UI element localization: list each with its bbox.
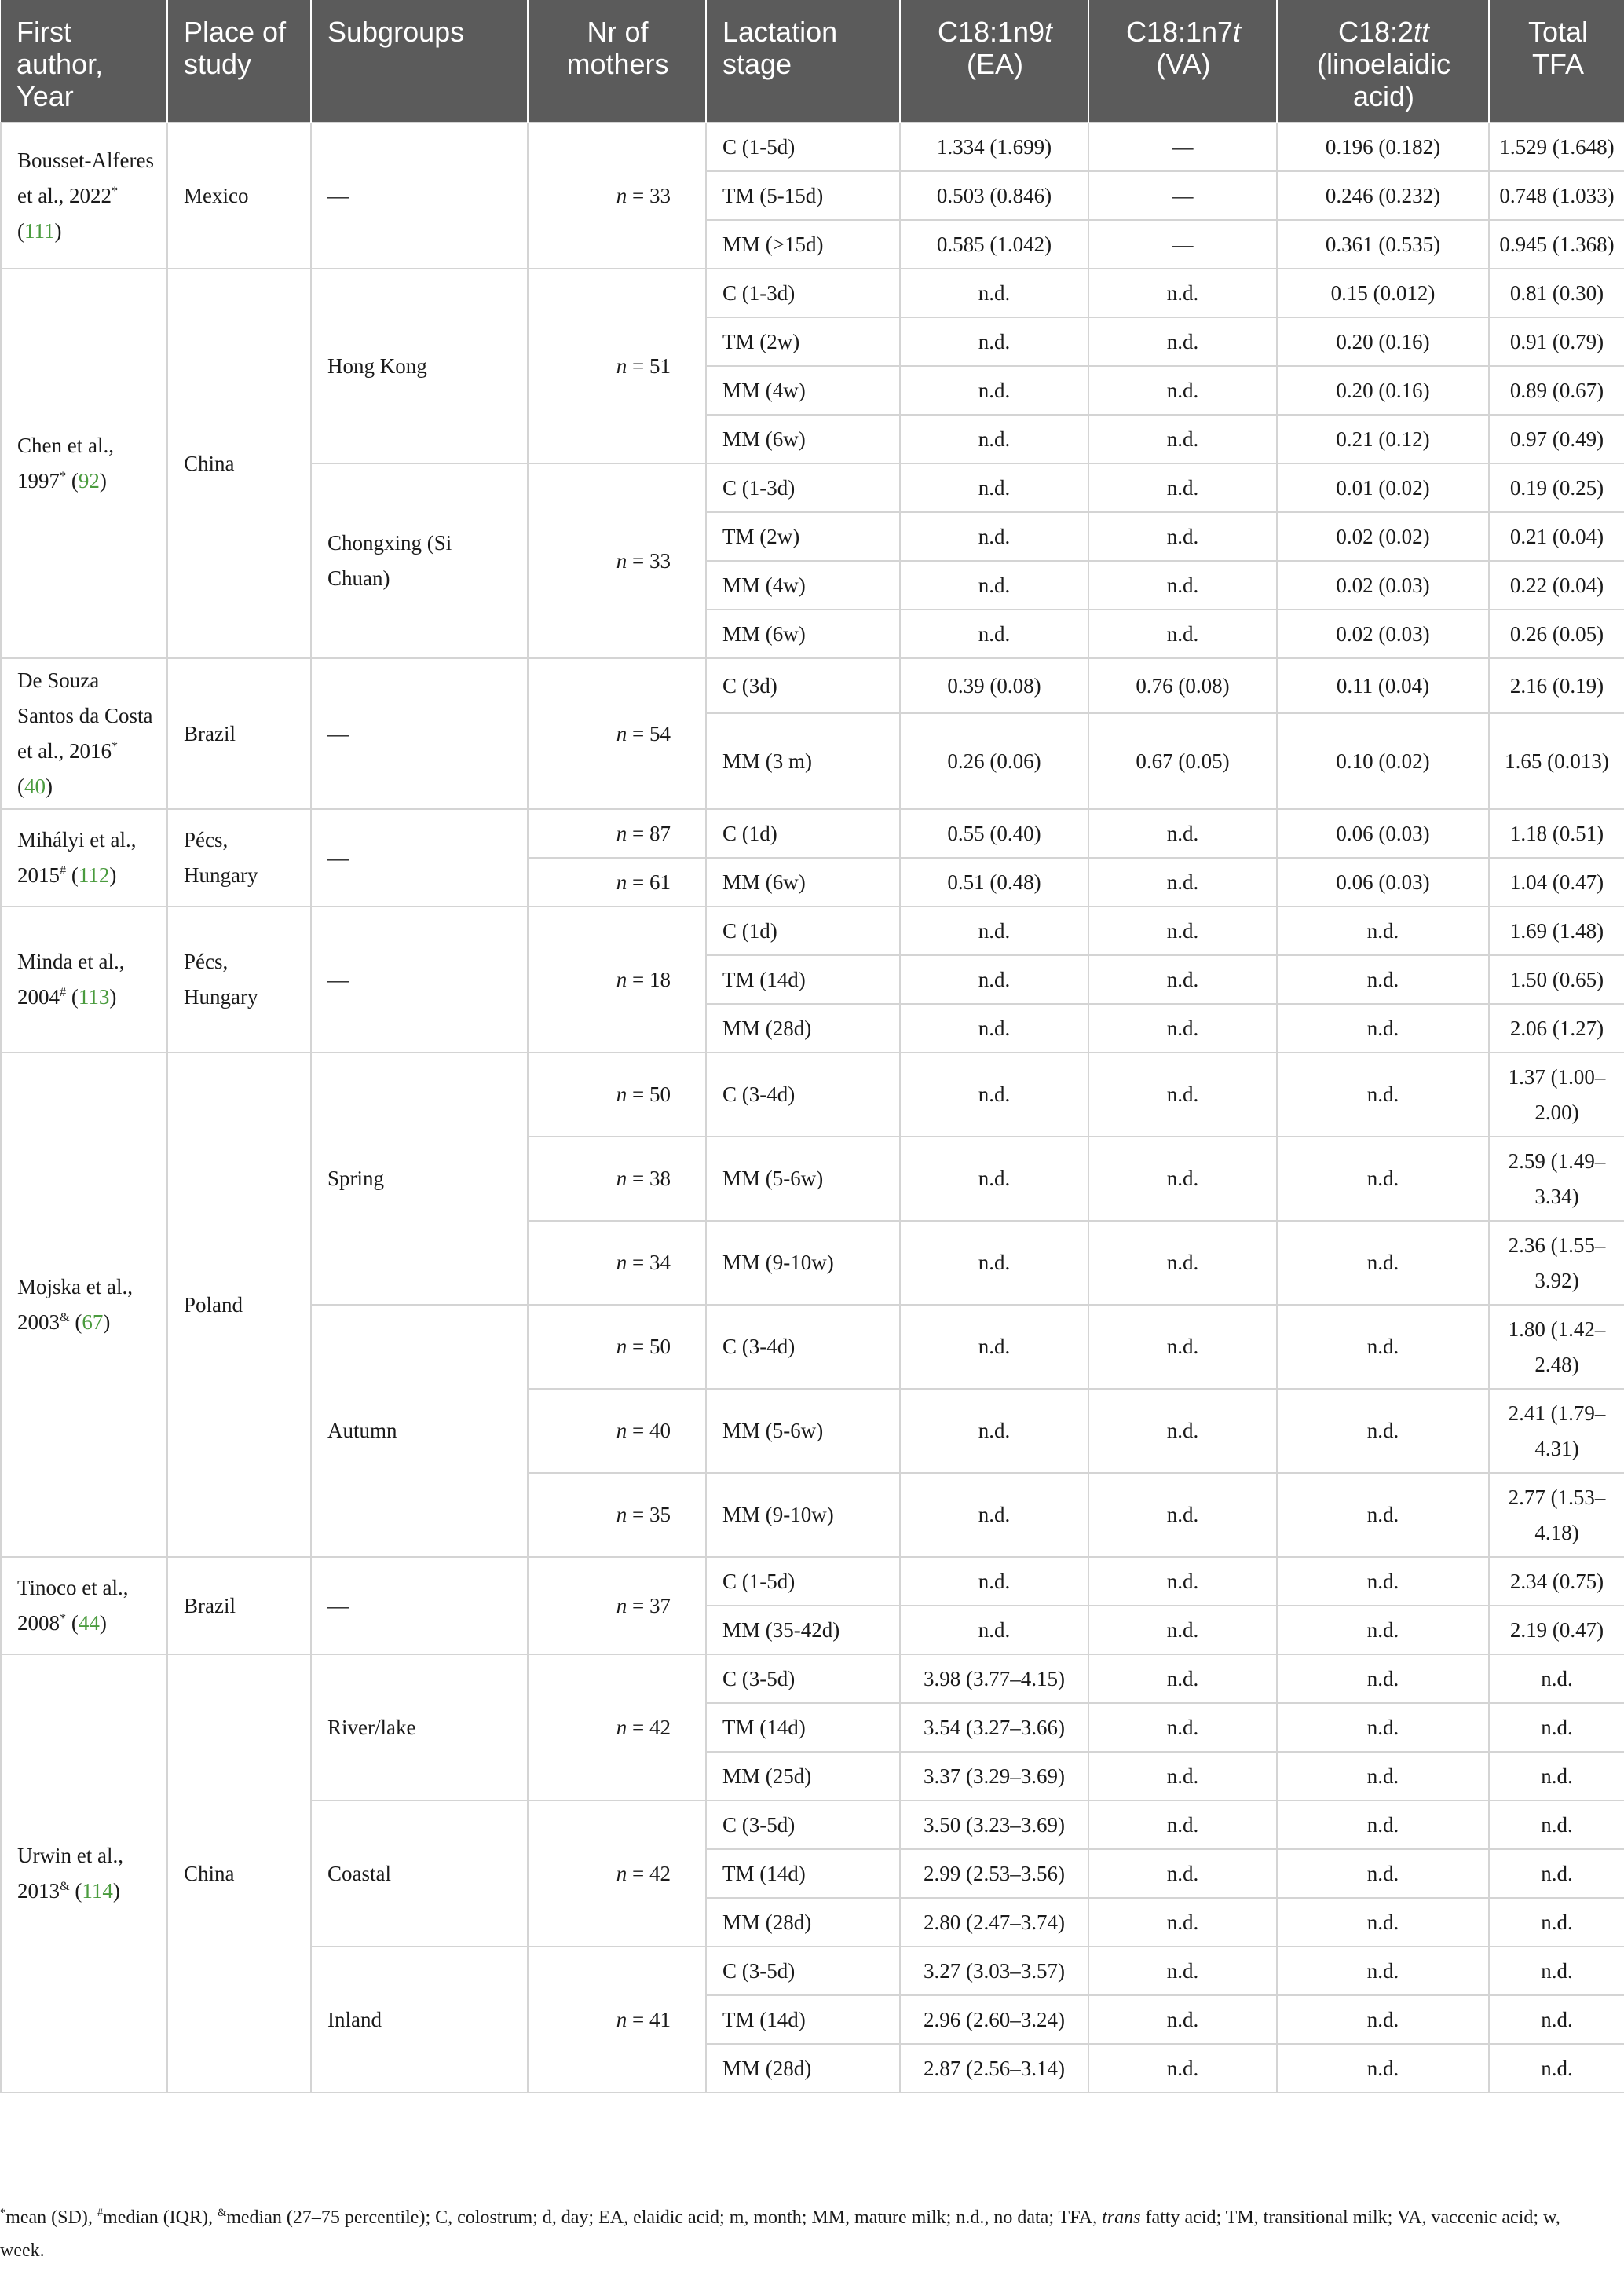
total-tfa-cell: 1.80 (1.42–2.48) — [1489, 1305, 1624, 1389]
ea-cell: n.d. — [900, 1004, 1088, 1053]
linoelaidic-cell: n.d. — [1277, 1137, 1489, 1221]
linoelaidic-cell: 0.21 (0.12) — [1277, 415, 1489, 463]
subgroup-cell: — — [311, 123, 528, 269]
va-cell: — — [1088, 171, 1277, 220]
place-cell: China — [167, 1654, 311, 2093]
va-cell: n.d. — [1088, 366, 1277, 415]
n-symbol: n — [616, 353, 627, 378]
table-row — [1, 1053, 1624, 1137]
ea-cell: n.d. — [900, 1053, 1088, 1137]
lactation-stage-cell: C (1-5d) — [706, 123, 900, 171]
author-cell: Mojska et al., 2003& (67) — [1, 1053, 167, 1557]
lactation-stage-cell: C (1-3d) — [706, 463, 900, 512]
n-symbol: n — [616, 548, 627, 573]
header-ea: C18:1n9t (EA) — [900, 0, 1088, 123]
lactation-stage-cell: C (1d) — [706, 809, 900, 858]
author-cell: Mihályi et al., 2015# (112) — [1, 809, 167, 907]
nr-mothers-cell: n = 18 — [528, 907, 706, 1053]
linoelaidic-cell: n.d. — [1277, 1752, 1489, 1800]
n-symbol: n — [616, 1715, 627, 1739]
linoelaidic-cell: n.d. — [1277, 2044, 1489, 2093]
place-cell: Brazil — [167, 658, 311, 809]
table-row — [1, 658, 1624, 713]
table-header — [1, 0, 1624, 123]
ea-cell: n.d. — [900, 1557, 1088, 1606]
table-row — [1, 1654, 1624, 1703]
total-tfa-cell: n.d. — [1489, 1654, 1624, 1703]
header-total-tfa: Total TFA — [1489, 0, 1624, 123]
lactation-stage-cell: MM (35-42d) — [706, 1606, 900, 1654]
total-tfa-cell: 1.18 (0.51) — [1489, 809, 1624, 858]
ea-cell: 2.80 (2.47–3.74) — [900, 1898, 1088, 1947]
subgroup-cell: Spring — [311, 1053, 528, 1305]
total-tfa-cell: 2.34 (0.75) — [1489, 1557, 1624, 1606]
linoelaidic-cell: n.d. — [1277, 955, 1489, 1004]
table-body — [1, 123, 1624, 2093]
total-tfa-cell: 0.748 (1.033) — [1489, 171, 1624, 220]
linoelaidic-cell: 0.20 (0.16) — [1277, 366, 1489, 415]
n-symbol: n — [616, 1335, 627, 1358]
n-symbol: n — [616, 183, 627, 207]
linoelaidic-cell: n.d. — [1277, 1995, 1489, 2044]
stat-marker: & — [60, 1310, 70, 1324]
subgroup-cell: Inland — [311, 1947, 528, 2093]
lactation-stage-cell: TM (14d) — [706, 955, 900, 1004]
va-cell: n.d. — [1088, 610, 1277, 658]
lactation-stage-cell: C (3-4d) — [706, 1053, 900, 1137]
va-cell: n.d. — [1088, 463, 1277, 512]
header-author: First author, Year — [1, 0, 167, 123]
ea-cell: 3.37 (3.29–3.69) — [900, 1752, 1088, 1800]
va-cell: n.d. — [1088, 1305, 1277, 1389]
linoelaidic-cell: 0.20 (0.16) — [1277, 317, 1489, 366]
lactation-stage-cell: MM (28d) — [706, 2044, 900, 2093]
va-cell: n.d. — [1088, 1137, 1277, 1221]
ea-cell: 3.54 (3.27–3.66) — [900, 1703, 1088, 1752]
table-row — [1, 123, 1624, 171]
header-lactation-stage: Lactation stage — [706, 0, 900, 123]
nr-mothers-cell: n = 50 — [528, 1053, 706, 1137]
subgroup-cell: — — [311, 809, 528, 907]
ea-cell: 3.27 (3.03–3.57) — [900, 1947, 1088, 1995]
author-cell: Tinoco et al., 2008* (44) — [1, 1557, 167, 1654]
linoelaidic-cell: 0.196 (0.182) — [1277, 123, 1489, 171]
trans-suffix: t — [1233, 16, 1242, 48]
lactation-stage-cell: TM (2w) — [706, 512, 900, 561]
table-footnote: *mean (SD), #median (IQR), &median (27–75 percentile); C, colostrum; d, day; EA, elaidic acid; m, month; MM, mature milk; n.d., no data; TFA, trans fatty acid; TM, transitional milk; VA, vaccenic acid; w, week. — [0, 2207, 1560, 2261]
stat-marker: * — [111, 183, 119, 198]
author-cell: Bousset-Alferes et al., 2022* (111) — [1, 123, 167, 269]
ea-cell: 0.503 (0.846) — [900, 171, 1088, 220]
va-cell: n.d. — [1088, 1752, 1277, 1800]
linoelaidic-cell: 0.02 (0.03) — [1277, 610, 1489, 658]
linoelaidic-cell: n.d. — [1277, 1004, 1489, 1053]
reference-link: 67 — [82, 1310, 104, 1334]
lactation-stage-cell: C (3-5d) — [706, 1800, 900, 1849]
reference-link: 92 — [78, 469, 100, 493]
lactation-stage-cell: C (3-5d) — [706, 1947, 900, 1995]
nr-mothers-cell: n = 35 — [528, 1473, 706, 1557]
ea-cell: 1.334 (1.699) — [900, 123, 1088, 171]
ea-cell: n.d. — [900, 1137, 1088, 1221]
va-cell: — — [1088, 123, 1277, 171]
n-symbol: n — [616, 1167, 627, 1190]
nr-mothers-cell: n = 37 — [528, 1557, 706, 1654]
subgroup-cell: — — [311, 1557, 528, 1654]
va-cell: n.d. — [1088, 1800, 1277, 1849]
total-tfa-cell: 2.36 (1.55–3.92) — [1489, 1221, 1624, 1305]
table-row — [1, 1557, 1624, 1606]
lactation-stage-cell: MM (28d) — [706, 1004, 900, 1053]
linoelaidic-cell: n.d. — [1277, 1389, 1489, 1473]
stat-marker: # — [60, 985, 67, 999]
total-tfa-cell: 2.59 (1.49–3.34) — [1489, 1137, 1624, 1221]
total-tfa-cell: 1.65 (0.013) — [1489, 713, 1624, 809]
lactation-stage-cell: TM (14d) — [706, 1849, 900, 1898]
va-cell: n.d. — [1088, 1473, 1277, 1557]
total-tfa-cell: 2.41 (1.79–4.31) — [1489, 1389, 1624, 1473]
place-cell: Brazil — [167, 1557, 311, 1654]
table-row — [1, 809, 1624, 858]
total-tfa-cell: 0.22 (0.04) — [1489, 561, 1624, 610]
lactation-stage-cell: C (1-5d) — [706, 1557, 900, 1606]
lactation-stage-cell: C (3-5d) — [706, 1654, 900, 1703]
ea-cell: 0.39 (0.08) — [900, 658, 1088, 713]
total-tfa-cell: 1.529 (1.648) — [1489, 123, 1624, 171]
place-cell: China — [167, 269, 311, 658]
va-cell: n.d. — [1088, 955, 1277, 1004]
n-symbol: n — [616, 821, 627, 845]
table-row — [1, 907, 1624, 955]
total-tfa-cell: 2.06 (1.27) — [1489, 1004, 1624, 1053]
va-cell: n.d. — [1088, 1947, 1277, 1995]
nr-mothers-cell: n = 33 — [528, 463, 706, 658]
linoelaidic-cell: n.d. — [1277, 907, 1489, 955]
va-cell: n.d. — [1088, 1654, 1277, 1703]
ea-cell: n.d. — [900, 610, 1088, 658]
header-row — [1, 0, 1624, 123]
place-cell: Pécs, Hungary — [167, 907, 311, 1053]
nr-mothers-cell: n = 41 — [528, 1947, 706, 2093]
va-cell: n.d. — [1088, 1898, 1277, 1947]
subgroup-cell: — — [311, 658, 528, 809]
total-tfa-cell: 0.19 (0.25) — [1489, 463, 1624, 512]
ea-cell: n.d. — [900, 415, 1088, 463]
va-cell: n.d. — [1088, 1221, 1277, 1305]
ea-cell: n.d. — [900, 463, 1088, 512]
linoelaidic-cell: 0.01 (0.02) — [1277, 463, 1489, 512]
n-symbol: n — [616, 1861, 627, 1885]
n-symbol: n — [616, 967, 627, 991]
header-nr-mothers: Nr of mothers — [528, 0, 706, 123]
ea-cell: 3.98 (3.77–4.15) — [900, 1654, 1088, 1703]
total-tfa-cell: 0.945 (1.368) — [1489, 220, 1624, 269]
reference-link: 111 — [24, 218, 55, 243]
lactation-stage-cell: C (3-4d) — [706, 1305, 900, 1389]
va-cell: n.d. — [1088, 317, 1277, 366]
va-cell: 0.67 (0.05) — [1088, 713, 1277, 809]
ea-cell: 2.96 (2.60–3.24) — [900, 1995, 1088, 2044]
va-cell: n.d. — [1088, 1995, 1277, 2044]
va-cell: n.d. — [1088, 1703, 1277, 1752]
total-tfa-cell: n.d. — [1489, 1800, 1624, 1849]
ea-cell: 2.99 (2.53–3.56) — [900, 1849, 1088, 1898]
lactation-stage-cell: MM (4w) — [706, 561, 900, 610]
va-cell: n.d. — [1088, 415, 1277, 463]
reference-link: 113 — [78, 985, 110, 1009]
va-cell: n.d. — [1088, 1389, 1277, 1473]
nr-mothers-cell: n = 61 — [528, 858, 706, 907]
lactation-stage-cell: MM (5-6w) — [706, 1389, 900, 1473]
linoelaidic-cell: 0.10 (0.02) — [1277, 713, 1489, 809]
linoelaidic-cell: n.d. — [1277, 1053, 1489, 1137]
va-cell: n.d. — [1088, 1557, 1277, 1606]
subgroup-cell: Coastal — [311, 1800, 528, 1947]
ea-cell: n.d. — [900, 1221, 1088, 1305]
stat-marker: & — [60, 1879, 70, 1893]
linoelaidic-cell: n.d. — [1277, 1557, 1489, 1606]
nr-mothers-cell: n = 42 — [528, 1800, 706, 1947]
reference-link: 114 — [82, 1879, 113, 1903]
stat-marker: * — [0, 2207, 6, 2219]
va-cell: n.d. — [1088, 809, 1277, 858]
lactation-stage-cell: C (3d) — [706, 658, 900, 713]
linoelaidic-cell: n.d. — [1277, 1606, 1489, 1654]
ea-cell: n.d. — [900, 1606, 1088, 1654]
trans-suffix: t — [1044, 16, 1053, 48]
total-tfa-cell: 0.91 (0.79) — [1489, 317, 1624, 366]
linoelaidic-cell: n.d. — [1277, 1947, 1489, 1995]
author-cell: De Souza Santos da Costa et al., 2016* (40) — [1, 658, 167, 809]
nr-mothers-cell: n = 87 — [528, 809, 706, 858]
reference-link: 112 — [78, 863, 110, 887]
total-tfa-cell: n.d. — [1489, 1947, 1624, 1995]
total-tfa-cell: n.d. — [1489, 1849, 1624, 1898]
stat-marker: # — [97, 2207, 104, 2219]
author-cell: Urwin et al., 2013& (114) — [1, 1654, 167, 2093]
va-cell: — — [1088, 220, 1277, 269]
ea-cell: 0.51 (0.48) — [900, 858, 1088, 907]
linoelaidic-cell: n.d. — [1277, 1473, 1489, 1557]
nr-mothers-cell: n = 50 — [528, 1305, 706, 1389]
linoelaidic-cell: n.d. — [1277, 1221, 1489, 1305]
linoelaidic-cell: n.d. — [1277, 1800, 1489, 1849]
total-tfa-cell: 0.97 (0.49) — [1489, 415, 1624, 463]
linoelaidic-cell: 0.02 (0.02) — [1277, 512, 1489, 561]
linoelaidic-cell: 0.15 (0.012) — [1277, 269, 1489, 317]
ea-cell: 3.50 (3.23–3.69) — [900, 1800, 1088, 1849]
va-cell: n.d. — [1088, 561, 1277, 610]
total-tfa-cell: n.d. — [1489, 2044, 1624, 2093]
va-cell: n.d. — [1088, 2044, 1277, 2093]
header-subgroups: Subgroups — [311, 0, 528, 123]
va-cell: n.d. — [1088, 907, 1277, 955]
linoelaidic-cell: 0.02 (0.03) — [1277, 561, 1489, 610]
place-cell: Poland — [167, 1053, 311, 1557]
ea-cell: 2.87 (2.56–3.14) — [900, 2044, 1088, 2093]
n-symbol: n — [616, 1251, 627, 1274]
nr-mothers-cell: n = 40 — [528, 1389, 706, 1473]
table-row — [1, 269, 1624, 317]
va-cell: n.d. — [1088, 269, 1277, 317]
linoelaidic-cell: n.d. — [1277, 1305, 1489, 1389]
ea-cell: n.d. — [900, 1305, 1088, 1389]
author-cell: Minda et al., 2004# (113) — [1, 907, 167, 1053]
nr-mothers-cell: n = 42 — [528, 1654, 706, 1800]
total-tfa-cell: 0.21 (0.04) — [1489, 512, 1624, 561]
subgroup-cell: River/lake — [311, 1654, 528, 1800]
ea-cell: 0.585 (1.042) — [900, 220, 1088, 269]
linoelaidic-cell: n.d. — [1277, 1703, 1489, 1752]
linoelaidic-cell: n.d. — [1277, 1654, 1489, 1703]
nr-mothers-cell: n = 34 — [528, 1221, 706, 1305]
va-cell: n.d. — [1088, 1053, 1277, 1137]
reference-link: 40 — [24, 775, 46, 798]
lactation-stage-cell: MM (9-10w) — [706, 1473, 900, 1557]
linoelaidic-cell: 0.361 (0.535) — [1277, 220, 1489, 269]
total-tfa-cell: 1.50 (0.65) — [1489, 955, 1624, 1004]
n-symbol: n — [616, 870, 627, 894]
ea-cell: n.d. — [900, 955, 1088, 1004]
lactation-stage-cell: MM (5-6w) — [706, 1137, 900, 1221]
va-cell: 0.76 (0.08) — [1088, 658, 1277, 713]
n-symbol: n — [616, 1082, 627, 1106]
ea-cell: n.d. — [900, 1389, 1088, 1473]
ea-cell: n.d. — [900, 907, 1088, 955]
reference-link: 44 — [78, 1611, 100, 1635]
total-tfa-cell: 0.89 (0.67) — [1489, 366, 1624, 415]
lactation-stage-cell: MM (4w) — [706, 366, 900, 415]
stat-marker: * — [111, 739, 119, 753]
va-cell: n.d. — [1088, 1849, 1277, 1898]
lactation-stage-cell: TM (2w) — [706, 317, 900, 366]
ea-cell: n.d. — [900, 269, 1088, 317]
va-cell: n.d. — [1088, 1606, 1277, 1654]
linoelaidic-cell: 0.11 (0.04) — [1277, 658, 1489, 713]
n-symbol: n — [616, 1503, 627, 1526]
n-symbol: n — [616, 1593, 627, 1617]
subgroup-cell: Chongxing (Si Chuan) — [311, 463, 528, 658]
lactation-stage-cell: MM (28d) — [706, 1898, 900, 1947]
va-cell: n.d. — [1088, 512, 1277, 561]
n-symbol: n — [616, 721, 627, 745]
ea-cell: n.d. — [900, 561, 1088, 610]
lactation-stage-cell: C (1d) — [706, 907, 900, 955]
total-tfa-cell: 1.04 (0.47) — [1489, 858, 1624, 907]
total-tfa-cell: n.d. — [1489, 1703, 1624, 1752]
lactation-stage-cell: C (1-3d) — [706, 269, 900, 317]
lactation-stage-cell: MM (6w) — [706, 610, 900, 658]
total-tfa-cell: 2.77 (1.53–4.18) — [1489, 1473, 1624, 1557]
author-cell: Chen et al., 1997* (92) — [1, 269, 167, 658]
trans-suffix: tt — [1414, 16, 1430, 48]
linoelaidic-cell: n.d. — [1277, 1898, 1489, 1947]
total-tfa-cell: 0.81 (0.30) — [1489, 269, 1624, 317]
stat-marker: & — [218, 2207, 227, 2219]
lactation-stage-cell: MM (25d) — [706, 1752, 900, 1800]
subgroup-cell: Autumn — [311, 1305, 528, 1557]
va-cell: n.d. — [1088, 858, 1277, 907]
total-tfa-cell: 1.37 (1.00–2.00) — [1489, 1053, 1624, 1137]
nr-mothers-cell: n = 51 — [528, 269, 706, 463]
lactation-stage-cell: TM (5-15d) — [706, 171, 900, 220]
total-tfa-cell: 2.19 (0.47) — [1489, 1606, 1624, 1654]
lactation-stage-cell: MM (6w) — [706, 415, 900, 463]
ea-cell: n.d. — [900, 366, 1088, 415]
total-tfa-cell: 2.16 (0.19) — [1489, 658, 1624, 713]
nr-mothers-cell: n = 33 — [528, 123, 706, 269]
nr-mothers-cell: n = 54 — [528, 658, 706, 809]
place-cell: Pécs, Hungary — [167, 809, 311, 907]
ea-cell: 0.55 (0.40) — [900, 809, 1088, 858]
linoelaidic-cell: 0.06 (0.03) — [1277, 858, 1489, 907]
header-linoelaidic: C18:2tt (linoelaidic acid) — [1277, 0, 1489, 123]
lactation-stage-cell: MM (>15d) — [706, 220, 900, 269]
total-tfa-cell: n.d. — [1489, 1898, 1624, 1947]
lactation-stage-cell: TM (14d) — [706, 1703, 900, 1752]
linoelaidic-cell: 0.246 (0.232) — [1277, 171, 1489, 220]
linoelaidic-cell: n.d. — [1277, 1849, 1489, 1898]
stat-marker: # — [60, 863, 67, 877]
subgroup-cell: Hong Kong — [311, 269, 528, 463]
n-symbol: n — [616, 1419, 627, 1442]
lactation-stage-cell: MM (6w) — [706, 858, 900, 907]
ea-cell: n.d. — [900, 512, 1088, 561]
header-va: C18:1n7t (VA) — [1088, 0, 1277, 123]
stat-marker: * — [60, 1611, 67, 1625]
lactation-stage-cell: TM (14d) — [706, 1995, 900, 2044]
stat-marker: * — [60, 469, 67, 483]
trans-word: trans — [1102, 2207, 1141, 2228]
lactation-stage-cell: MM (9-10w) — [706, 1221, 900, 1305]
n-symbol: n — [616, 2007, 627, 2031]
header-place: Place of study — [167, 0, 311, 123]
ea-cell: n.d. — [900, 317, 1088, 366]
total-tfa-cell: 0.26 (0.05) — [1489, 610, 1624, 658]
total-tfa-cell: 1.69 (1.48) — [1489, 907, 1624, 955]
lactation-stage-cell: MM (3 m) — [706, 713, 900, 809]
subgroup-cell: — — [311, 907, 528, 1053]
ea-cell: n.d. — [900, 1473, 1088, 1557]
place-cell: Mexico — [167, 123, 311, 269]
va-cell: n.d. — [1088, 1004, 1277, 1053]
linoelaidic-cell: 0.06 (0.03) — [1277, 809, 1489, 858]
nr-mothers-cell: n = 38 — [528, 1137, 706, 1221]
total-tfa-cell: n.d. — [1489, 1752, 1624, 1800]
ea-cell: 0.26 (0.06) — [900, 713, 1088, 809]
total-tfa-cell: n.d. — [1489, 1995, 1624, 2044]
